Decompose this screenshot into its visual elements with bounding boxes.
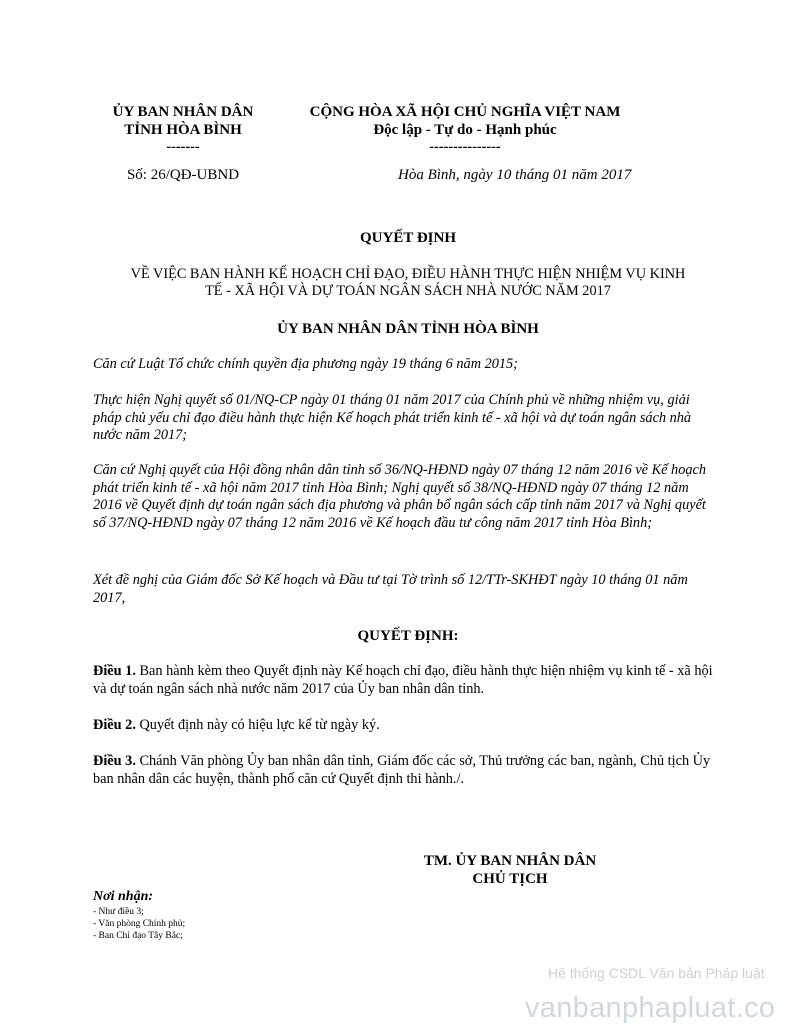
watermark-site: vanbanphapluat.co — [525, 992, 776, 1024]
watermark-caption: Hệ thống CSDL Văn bản Pháp luật — [548, 965, 765, 981]
decision-heading: QUYẾT ĐỊNH: — [357, 628, 459, 644]
preamble-item: Căn cứ Nghị quyết của Hội đồng nhân dân tỉnh số 36/NQ-HĐND ngày 07 tháng 12 năm 2016 về Kế hoạch phát triển kinh tế - xã hội năm 2017 tỉnh Hòa Bình; Nghị quyết số 38/NQ-HĐND ngày 07 tháng 12 năm 2016 về Quyết định dự toán ngân sách địa phương và phân bổ ngân sách cấp tỉnh năm 2017 và Nghị quyết số 37/NQ-HĐND ngày 07 tháng 12 năm 2016 về Kế hoạch đầu tư công năm 2017 tỉnh Hòa Bình; — [93, 462, 706, 531]
recipient-item: - Như điều 3; — [93, 907, 144, 917]
issuing-authority: ỦY BAN NHÂN DÂN TỈNH HÒA BÌNH — [277, 321, 539, 337]
preamble-item: Xét đề nghị của Giám đốc Sở Kế hoạch và Đầu tư tại Tờ trình số 12/TTr-SKHĐT ngày 10 tháng 01 năm 2017, — [93, 572, 688, 606]
agency-name-line2: TỈNH HÒA BÌNH — [124, 122, 242, 138]
recipients-heading: Nơi nhận: — [93, 889, 154, 904]
preamble-item: Thực hiện Nghị quyết số 01/NQ-CP ngày 01 tháng 01 năm 2017 của Chính phủ về những nhiệm vụ, giải pháp chủ yếu chỉ đạo điều hành thực hiện Kế hoạch phát triển kinh tế - xã hội và dự toán ngân sách nhà nước năm 2017; — [93, 392, 692, 443]
subject-line-1: VỀ VIỆC BAN HÀNH KẾ HOẠCH CHỈ ĐẠO, ĐIỀU HÀNH THỰC HIỆN NHIỆM VỤ KINH — [130, 266, 686, 282]
agency-name-line1: ỦY BAN NHÂN DÂN — [112, 104, 254, 120]
article-3 — [93, 753, 715, 788]
article-label: Điều 1. — [93, 663, 136, 679]
article-text: Ban hành kèm theo Quyết định này Kế hoạch chỉ đạo, điều hành thực hiện nhiệm vụ kinh tế - xã hội và dự toán ngân sách nhà nước năm 2017 của Ủy ban nhân dân tỉnh. — [93, 663, 713, 697]
article-1 — [93, 663, 715, 698]
recipient-item: - Ban Chỉ đạo Tây Bắc; — [93, 931, 183, 941]
subject-line-2: TẾ - XÃ HỘI VÀ DỰ TOÁN NGÂN SÁCH NHÀ NƯỚC NĂM 2017 — [205, 283, 611, 299]
agency-separator: ------- — [166, 139, 200, 155]
signature-position: CHỦ TỊCH — [472, 871, 548, 887]
article-text: Quyết định này có hiệu lực kể từ ngày ký. — [135, 717, 380, 733]
national-title: CỘNG HÒA XÃ HỘI CHỦ NGHĨA VIỆT NAM — [309, 104, 621, 120]
recipient-item: - Văn phòng Chính phủ; — [93, 919, 186, 929]
place-and-date: Hòa Bình, ngày 10 tháng 01 năm 2017 — [398, 167, 632, 183]
national-separator: --------------- — [429, 139, 501, 155]
article-text: Chánh Văn phòng Ủy ban nhân dân tỉnh, Giám đốc các sở, Thủ trưởng các ban, ngành, Chủ tịch Ủy ban nhân dân các huyện, thành phố căn cứ Quyết định thi hành./. — [93, 753, 711, 787]
article-label: Điều 3. — [93, 753, 136, 769]
article-label: Điều 2. — [93, 717, 136, 733]
national-motto: Độc lập - Tự do - Hạnh phúc — [373, 122, 557, 138]
signature-title: TM. ỦY BAN NHÂN DÂN — [423, 853, 597, 869]
article-2 — [93, 717, 715, 735]
document-type-heading: QUYẾT ĐỊNH — [360, 230, 456, 246]
document-number: Số: 26/QĐ-UBND — [126, 167, 240, 183]
preamble-item: Căn cứ Luật Tổ chức chính quyền địa phương ngày 19 tháng 6 năm 2015; — [93, 356, 518, 372]
